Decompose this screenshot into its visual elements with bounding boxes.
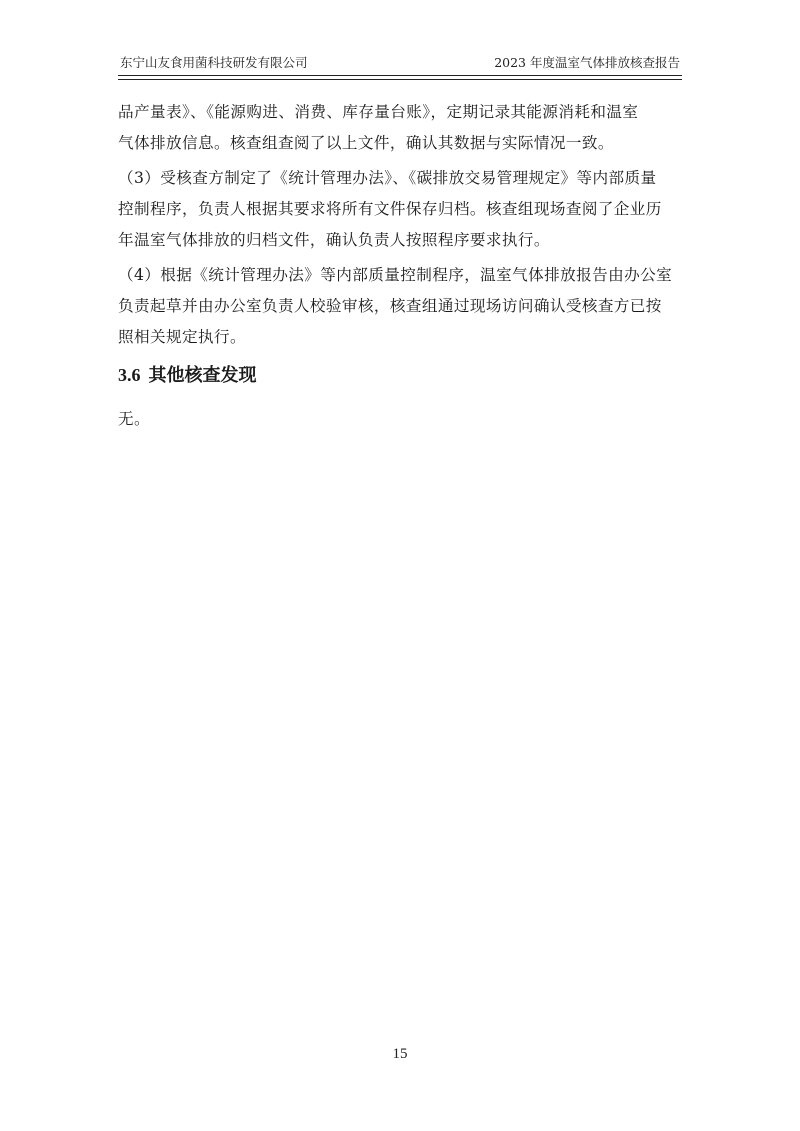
text-line: （4）根据《统计管理办法》等内部质量控制程序，温室气体排放报告由办公室 — [118, 266, 673, 284]
text-line: 气体排放信息。核查组查阅了以上文件，确认其数据与实际情况一致。 — [118, 134, 614, 152]
page-header — [118, 52, 682, 74]
text-line: 照相关规定执行。 — [118, 328, 246, 346]
header-rule-thick — [118, 75, 682, 76]
text-line: 品产量表》、《能源购进、消费、库存量台账》，定期记录其能源消耗和温室 — [118, 103, 639, 121]
header-rule-thin — [118, 79, 682, 80]
text-line: 负责起草并由办公室负责人校验审核，核查组通过现场访问确认受核查方已按 — [118, 297, 662, 315]
text-line: 年温室气体排放的归档文件，确认负责人按照程序要求执行。 — [118, 231, 550, 249]
section-title: 其他核查发现 — [148, 365, 257, 386]
paragraph-continuation — [118, 97, 682, 159]
paragraph-item-3 — [118, 163, 682, 256]
paragraph-item-4 — [118, 260, 682, 353]
section-heading — [118, 359, 682, 392]
text-line: 无。 — [118, 410, 150, 428]
text-line: 控制程序，负责人根据其要求将所有文件保存归档。核查组现场查阅了企业历 — [118, 200, 662, 218]
section-content — [118, 404, 682, 435]
text-line: （3）受核查方制定了《统计管理办法》、《碳排放交易管理规定》等内部质量 — [118, 169, 657, 187]
header-company-name: 东宁山友食用菌科技研发有限公司 — [120, 55, 308, 70]
page-content — [118, 97, 682, 439]
page-number: 15 — [392, 1046, 408, 1062]
header-report-title: 2023 年度温室气体排放核查报告 — [494, 55, 680, 70]
section-number: 3.6 — [118, 365, 141, 385]
